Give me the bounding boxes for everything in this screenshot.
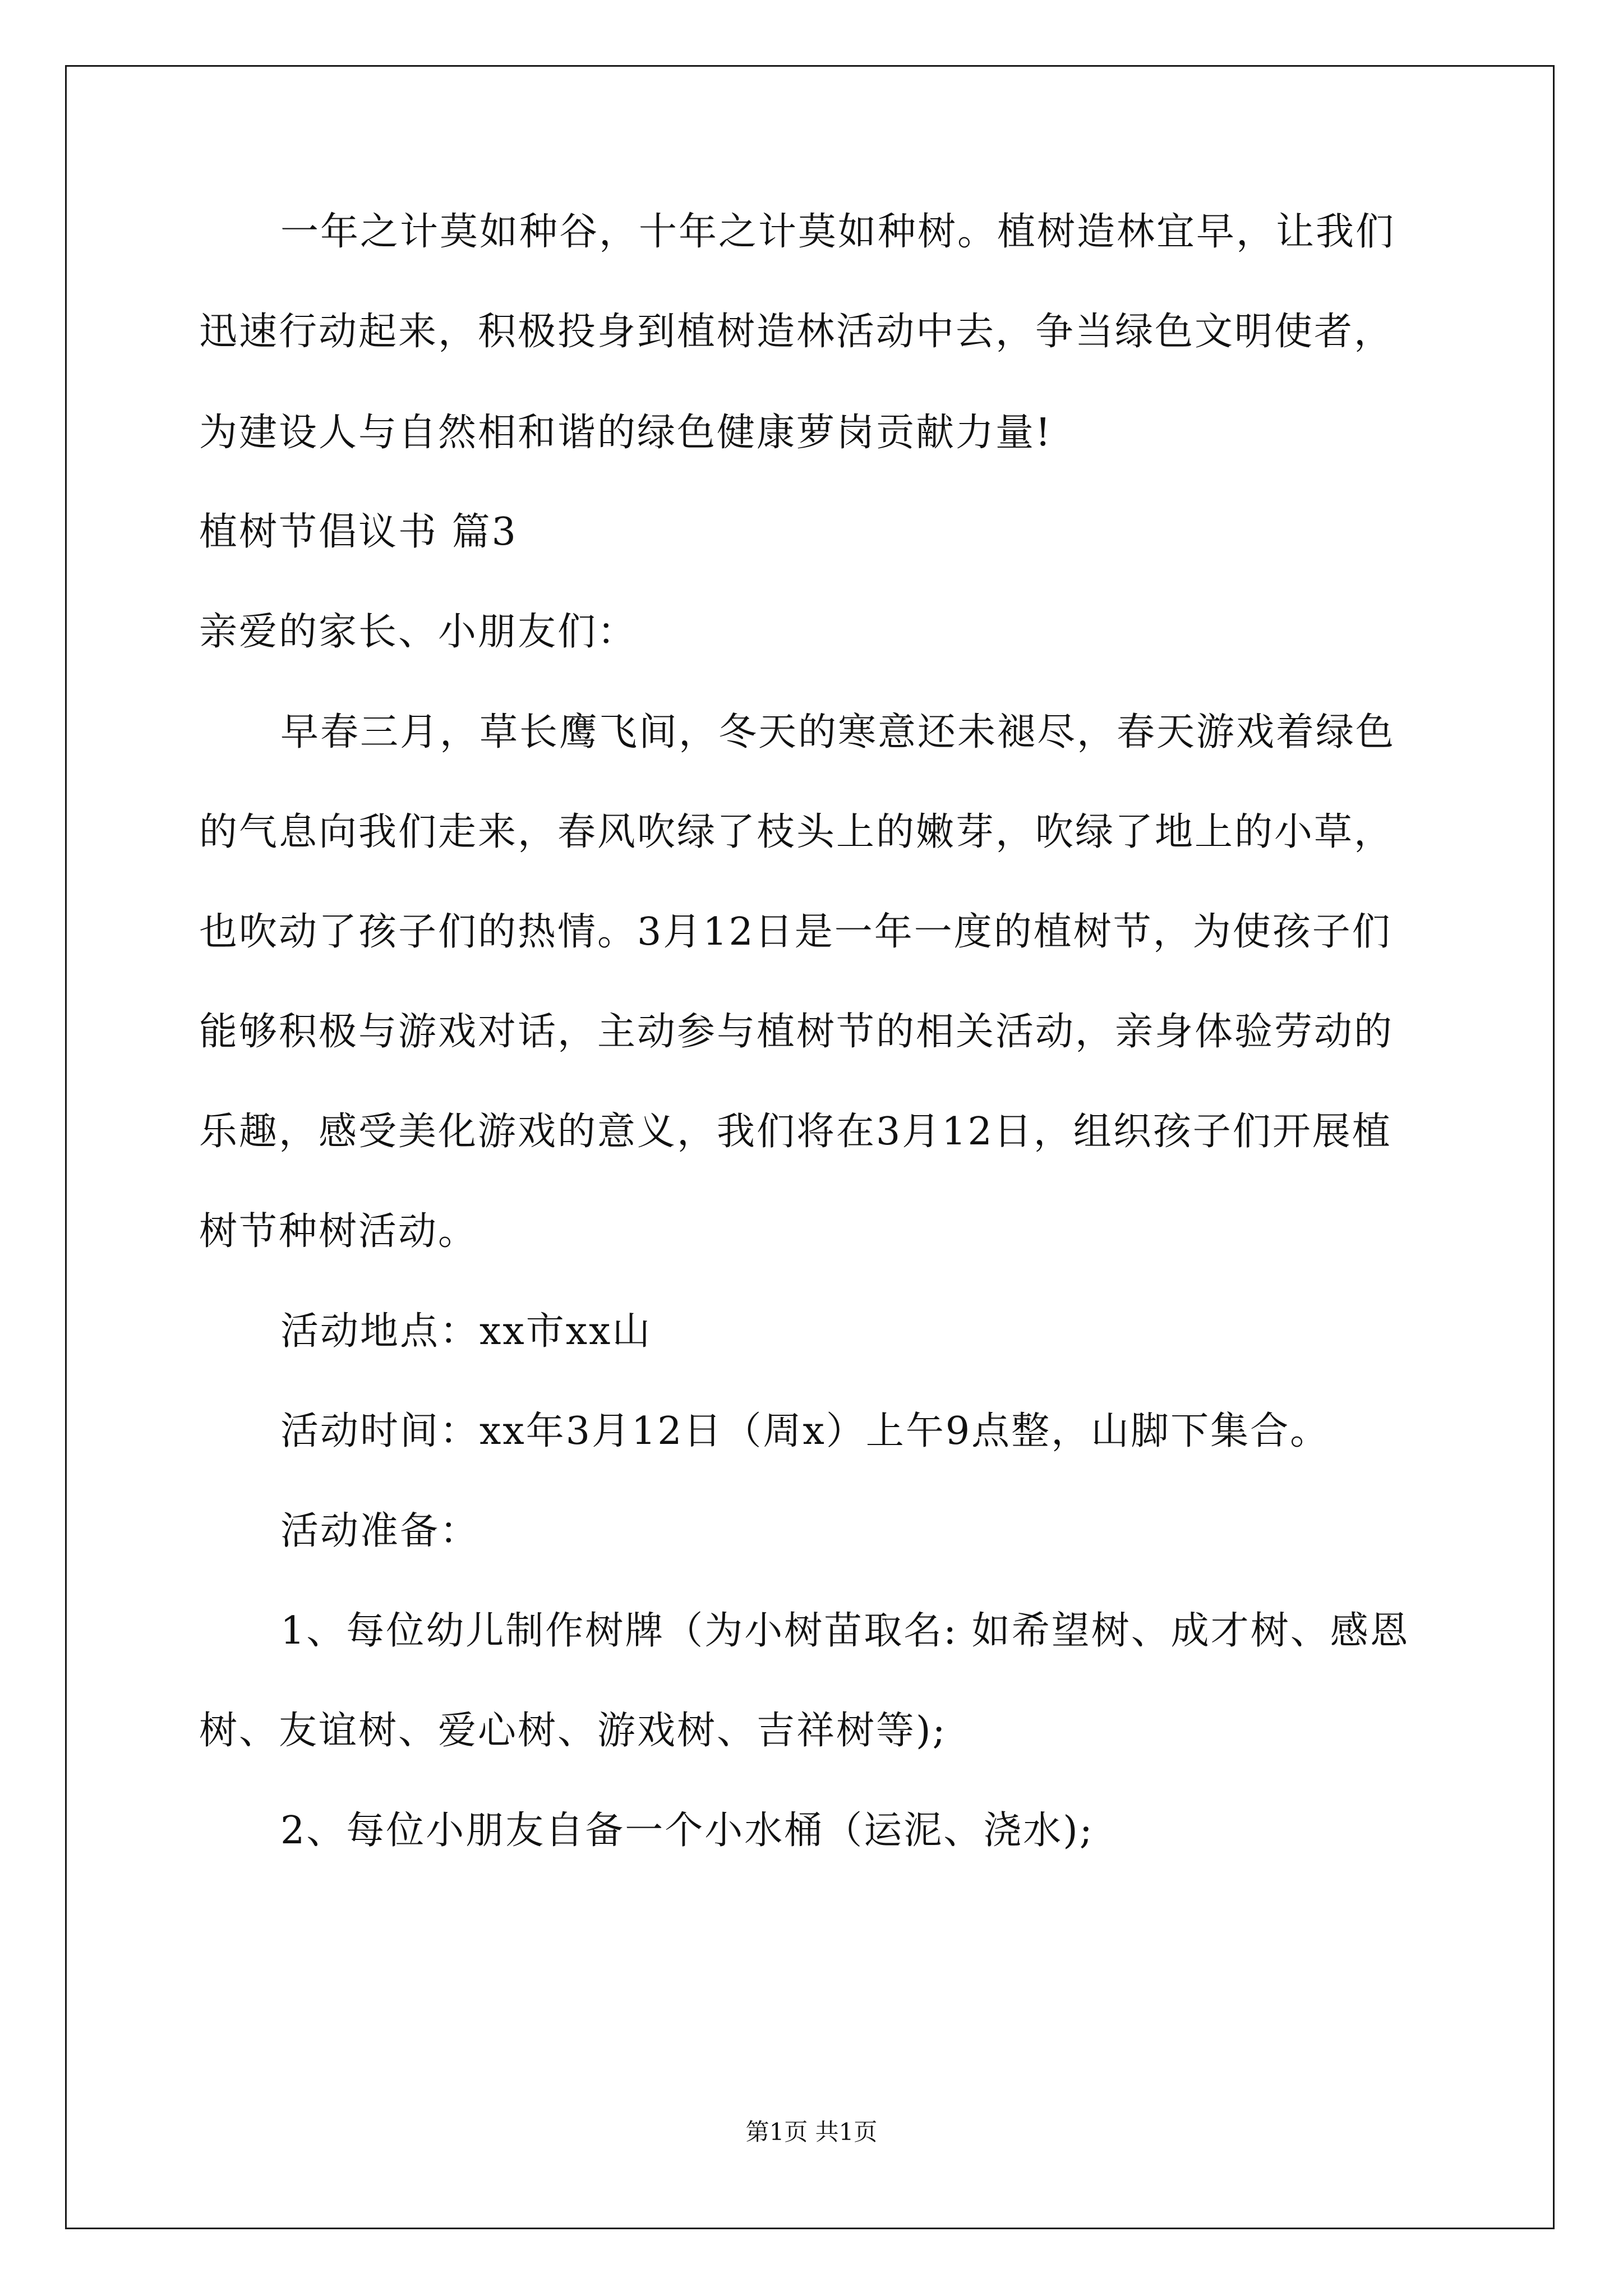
paragraph-line: 乐趣，感受美化游戏的意义，我们将在3月12日，组织孩子们开展植 [199,1110,1392,1154]
list-item: 1、每位幼儿制作树牌（为小树苗取名: 如希望树、成才树、感恩 [280,1609,1410,1653]
activity-location: 活动地点：xx市xx山 [280,1309,652,1354]
paragraph-line: 树节种树活动。 [199,1209,478,1254]
paragraph-line: 一年之计莫如种谷，十年之计莫如种树。植树造林宜早，让我们 [280,210,1396,254]
list-item: 2、每位小朋友自备一个小水桶（运泥、浇水); [280,1809,1094,1853]
paragraph-line: 迅速行动起来，积极投身到植树造林活动中去，争当绿色文明使者， [199,310,1394,354]
section-heading: 植树节倡议书 篇3 [199,510,518,554]
paragraph-line: 早春三月，草长鹰飞间，冬天的寒意还未褪尽，春天游戏着绿色 [280,710,1396,754]
paragraph-line: 的气息向我们走来，春风吹绿了枝头上的嫩芽，吹绿了地上的小草， [199,810,1394,854]
paragraph-line: 为建设人与自然相和谐的绿色健康萝岗贡献力量! [199,411,1053,455]
salutation: 亲爱的家长、小朋友们： [199,610,638,654]
list-item-continuation: 树、友谊树、爱心树、游戏树、吉祥树等); [199,1709,947,1753]
paragraph-line: 能够积极与游戏对话，主动参与植树节的相关活动，亲身体验劳动的 [199,1010,1394,1054]
activity-preparation-heading: 活动准备： [280,1509,480,1553]
page-footer: 第1页 共1页 [745,2118,878,2146]
paragraph-line: 也吹动了孩子们的热情。3月12日是一年一度的植树节，为使孩子们 [199,910,1392,954]
activity-time: 活动时间：xx年3月12日（周x）上午9点整，山脚下集合。 [280,1409,1330,1453]
